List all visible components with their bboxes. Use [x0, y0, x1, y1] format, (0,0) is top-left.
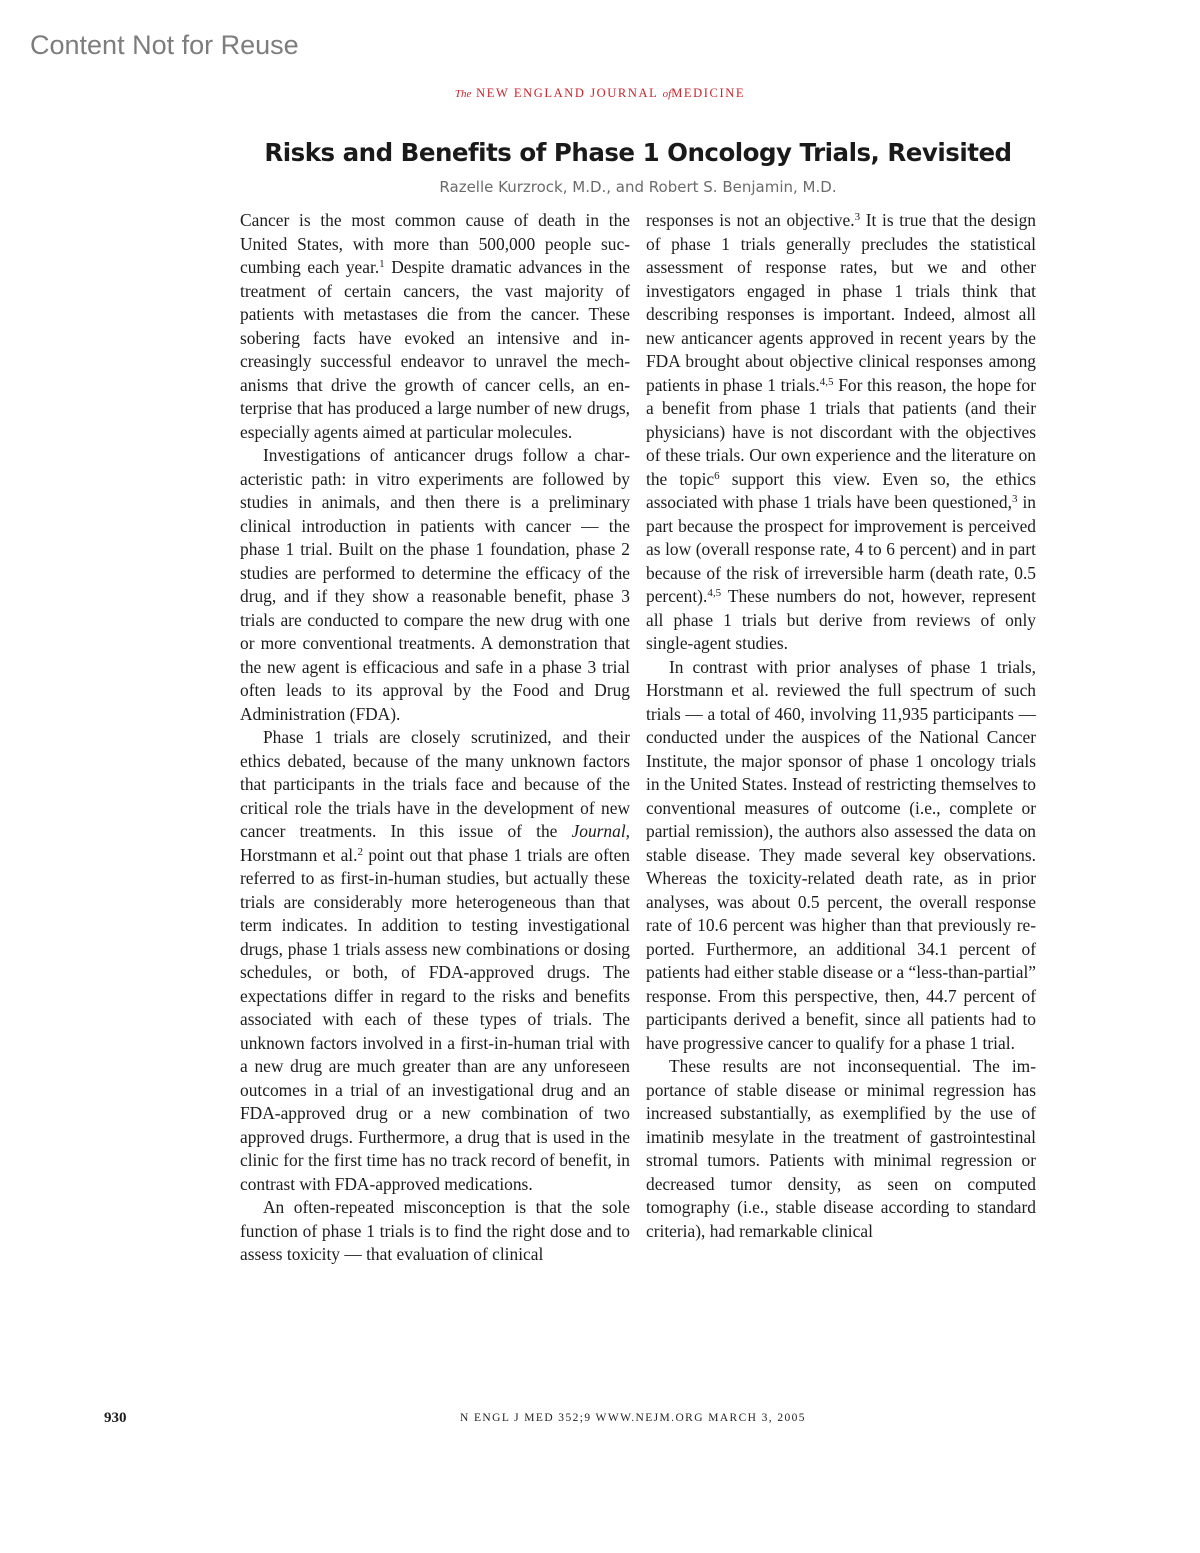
reference-superscript: 1 [379, 258, 385, 270]
text-run: These results are not inconsequential. The importance of stable disease or minimal regression has increased substantially, as exemplified by the use of imatinib mesylate in the treatment of gastrointestinal stromal tumors. Patients with minimal regression or decreased tumor density, as seen on computed tomography (i.e., stable disease according to standard criteria), had remarkable clinical [646, 1056, 1036, 1241]
masthead-part2: MEDICINE [671, 86, 746, 100]
body-column-right [646, 209, 1036, 1243]
text-run: For this reason, the hope for a benefit from phase 1 trials that patients (and their physicians) have is not discordant with the objectives of these trials. Our own experience and the literature on the topic [646, 374, 1036, 489]
reference-superscript: 3 [854, 211, 861, 223]
journal-masthead [0, 86, 1200, 101]
body-paragraph [240, 726, 630, 1196]
text-run: Horstmann et al. [240, 844, 358, 865]
body-paragraph [240, 209, 630, 444]
text-run: An often-repeated misconception is that the sole function of phase 1 trials is to find the right dose and to assess toxicity — that evaluation of clinical [240, 1197, 630, 1264]
text-run: support this view. Even so, the ethics associated with phase 1 trials have been questioned, [646, 468, 1036, 512]
body-paragraph [646, 656, 1036, 1056]
masthead-of: of [662, 88, 672, 100]
text-run: Cancer is the most common cause of death in the United States, with more than 500,000 people succumbing each year. [240, 210, 630, 277]
text-run: Despite dramatic advances in the treatment of certain cancers, the vast majority of patients with metastases die from the cancer. These sobering facts have evoked an intensive and increasingly successful endeavor to unravel the mechanisms that drive the growth of cancer cells, an enterprise that has produced a large number of new drugs, especially agents aimed at particular molecules. [240, 257, 630, 442]
body-paragraph [240, 1196, 630, 1267]
text-run: In contrast with prior analyses of phase 1 trials, Horstmann et al. reviewed the full spectrum of such trials — a total of 460, involving 11,935 participants — conducted under the auspices of the National Cancer Institute, the major sponsor of phase 1 oncology trials in the United States. Instead of restricting themselves to conventional measures of outcome (i.e., complete or partial remission), the authors also assessed the data on stable disease. They made several key observations. Whereas the toxicity-related death rate, as in prior analyses, was about 0.5 percent, the overall response rate of 10.6 percent was higher than that previously reported. Furthermore, an additional 34.1 percent of patients had either stable disease or a “less-than-partial” response. From this perspective, then, 44.7 percent of participants derived a benefit, since all patients had to have progressive cancer to qualify for a phase 1 trial. [646, 656, 1036, 1053]
text-run: It is true that the design of phase 1 trials generally precludes the statistical assessment of response rates, but we and other investigators engaged in phase 1 trials think that describing responses is important. Indeed, almost all new anticancer agents approved in recent years by the FDA brought about objective clinical responses among patients in phase 1 trials. [646, 210, 1036, 395]
article-title: Risks and Benefits of Phase 1 Oncology Trials, Revisited [264, 138, 1012, 167]
text-run: in part because the prospect for improvement is perceived as low (overall response rate, 4 to 6 percent) and in part because of the risk of irreversible harm (death rate, 0.5 percent). [646, 492, 1037, 606]
body-paragraph [646, 209, 1036, 656]
reference-superscript: 4,5 [707, 587, 722, 599]
reference-superscript: 3 [1011, 493, 1018, 505]
text-run: point out that phase 1 trials are often referred to as first-in-human studies, but actually these trials are considerably more heterogeneous than that term indicates. In addition to testing investigational drugs, phase 1 trials assess new combinations or dosing schedules, or both, of FDA-approved drugs. The expectations differ in regard to the risks and benefits associated with each of these types of trials. The unknown factors involved in a first-in-human trial with a new drug are much greater than are any unforeseen outcomes in a trial of an investigational drug and an FDA-approved drug or a new combination of two approved drugs. Furthermore, a drug that is used in the clinic for the first time has no track record of benefit, in contrast with FDA-approved medications. [240, 844, 630, 1194]
text-run: Phase 1 trials are closely scrutinized, and their ethics debated, because of the many unknown factors that participants in the trials face and because of the critical role the trials have in the development of new cancer treatments. In this issue of the [240, 727, 630, 841]
text-run: Investigations of anticancer drugs follow a characteristic path: in vitro experiments are followed by studies in animals, and then there is a preliminary clinical introduction in patients with cancer — the phase 1 trial. Built on the phase 1 foundation, phase 2 studies are performed to determine the efficacy of the drug, and if they show a reasonable benefit, phase 3 trials are conducted to compare the new drug with one or more conventional treatments. A demonstration that the new agent is efficacious and safe in a phase 3 trial often leads to its approval by the Food and Drug Administration (FDA). [240, 445, 630, 724]
masthead-part1: NEW ENGLAND JOURNAL [476, 86, 658, 100]
reference-superscript: 6 [714, 469, 720, 482]
footer-citation: N ENGL J MED 352;9 WWW.NEJM.ORG MARCH 3, 2005 [460, 1412, 806, 1424]
body-paragraph [646, 1055, 1036, 1243]
page-number: 930 [104, 1410, 127, 1426]
reference-superscript: 2 [357, 845, 363, 858]
masthead-prefix: The [454, 88, 472, 100]
text-run: responses is not an objective. [646, 210, 855, 230]
text-run: These numbers do not, however, represent all phase 1 trials but derive from reviews of only single-agent studies. [646, 586, 1036, 653]
body-column-left [240, 209, 630, 1267]
article-authors: Razelle Kurzrock, M.D., and Robert S. Benjamin, M.D. [439, 178, 837, 196]
reference-superscript: 4,5 [819, 375, 834, 388]
italic-text: Journal, [571, 821, 630, 841]
body-paragraph [240, 444, 630, 726]
watermark-text: Content Not for Reuse [30, 30, 299, 60]
